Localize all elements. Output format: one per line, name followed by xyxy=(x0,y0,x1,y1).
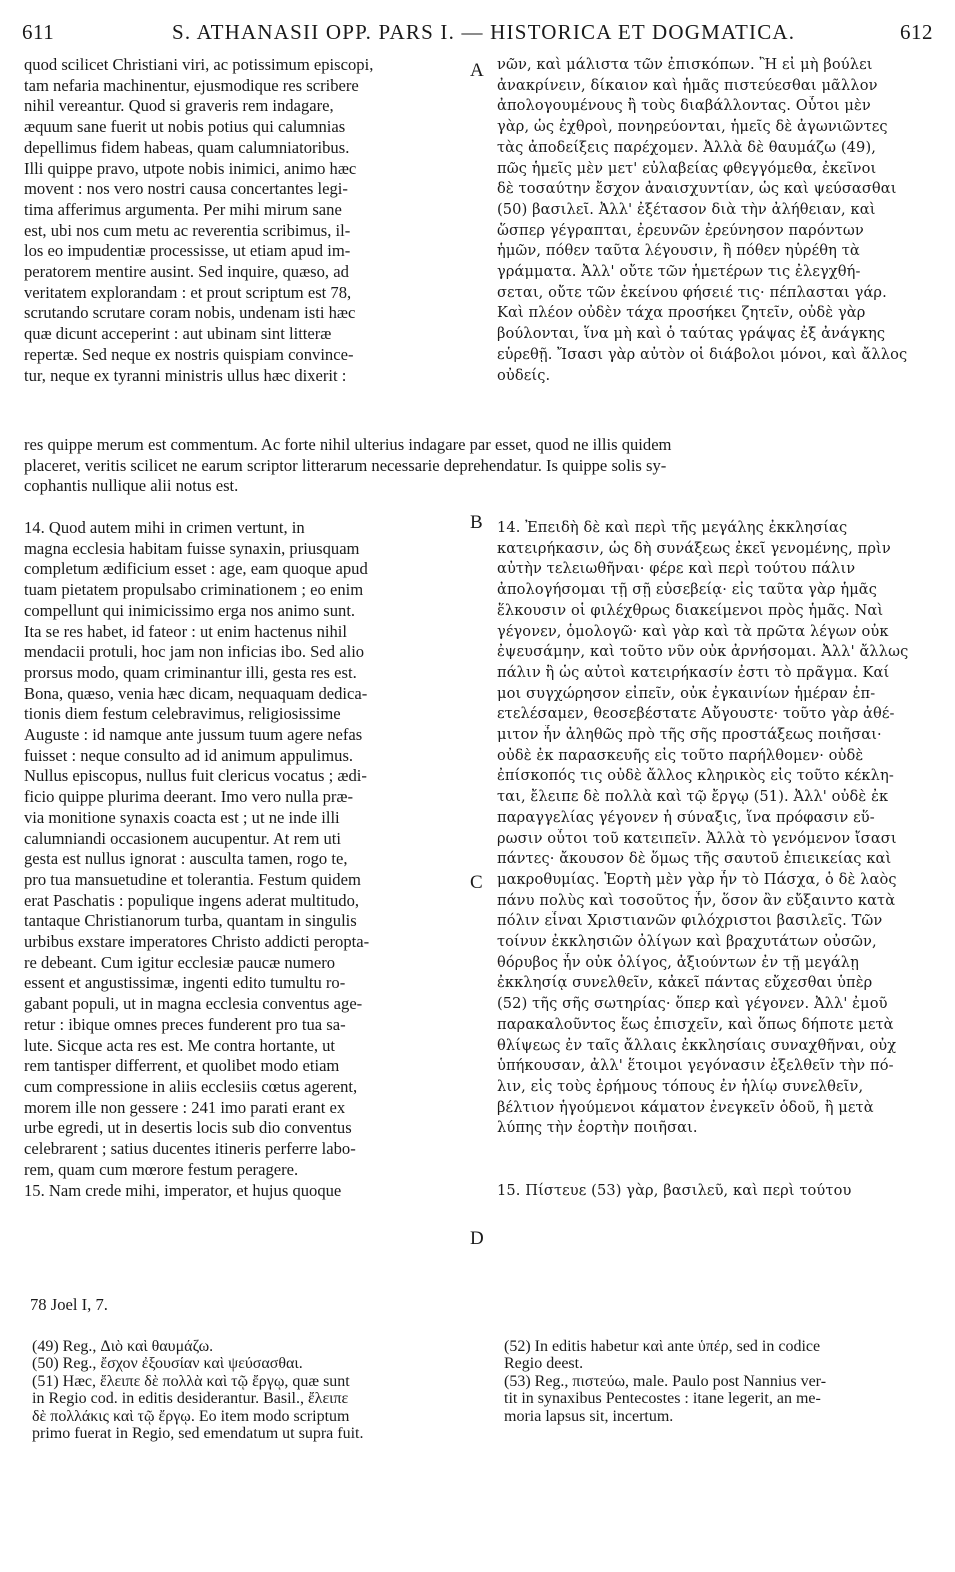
text-line: quæ dicunt acceperint : aut ubinam sint litteræ xyxy=(24,324,332,344)
text-line xyxy=(497,1139,937,1160)
text-line: prorsus modo, quam criminantur illi, gesta res est. xyxy=(24,662,357,682)
text-line: ἐκκλησίᾳ συνελθεῖν, κἀκεῖ πάντας εὔχεσθαι ὑπὲρ xyxy=(497,974,873,992)
text-line: ἡμῶν, πόθεν ταῦτα λέγουσιν, ἢ πόθεν ηὑρέθη τὰ xyxy=(497,242,860,260)
scripture-footnote: 78 Joel I, 7. xyxy=(30,1295,108,1314)
margin-marker-a: A xyxy=(470,60,484,81)
text-line: μακροθυμίας. Ἑορτὴ μὲν γὰρ ἦν τὸ Πάσχα, ὁ δὲ λαὸς xyxy=(497,870,897,888)
text-line: πῶς ἡμεῖς μὲν μετ' εὐλαβείας φθεγγόμεθα, ἐκεῖνοι xyxy=(497,159,877,177)
text-line: depellimus fidem habeas, quam calumniatoribus. xyxy=(24,137,350,157)
text-line: λιν, εἰς τοὺς ἐρήμους τόπους ἐν ἡλίῳ συνελθεῖν, xyxy=(497,1077,864,1095)
text-line: ἀπολογουμένους ἢ τοὺς διαβάλλοντας. Οὗτοι μὲν xyxy=(497,97,871,115)
text-line: κατειρήκασιν, ὡς δὴ συνάξεως ἐκεῖ γενομένης, πρὶν xyxy=(497,539,891,557)
margin-marker-c: C xyxy=(470,872,483,893)
text-line: quod scilicet Christiani viri, ac potissimum episcopi, xyxy=(24,55,374,74)
text-line: veritatem explorandam : et prout scriptum est 78, xyxy=(24,282,352,302)
text-line: γέγονεν, ὁμολογῶ· καὶ γὰρ καὶ τὰ πρῶτα λέγων οὐκ xyxy=(497,622,889,640)
text-line: οὐδὲ ἐκ παρασκευῆς εἰς τοῦτο παρήλθομεν· οὐδὲ xyxy=(497,746,864,764)
text-line: movent : nos vero nostri causa concertantes legi- xyxy=(24,179,348,199)
text-line: βέλτιον ἡγούμενοι κάματον ἐνεγκεῖν ὁδοῦ, ἢ μετὰ xyxy=(497,1098,874,1116)
note-line: (49) Reg., Διὸ καὶ θαυμάζω. xyxy=(32,1338,214,1355)
text-line: via monitione synaxis coacta est ; ut ne inde illi xyxy=(24,807,340,827)
text-line: Illi quippe pravo, utpote nobis inimici, animo hæc xyxy=(24,158,357,178)
text-line: calumniandi occasionem aucupentur. At rem uti xyxy=(24,828,342,848)
text-line: ται, ἔλειπε δὲ πολλὰ καὶ τῷ ἔργῳ (51). Ἀλλ' οὐδὲ ἐκ xyxy=(497,788,889,806)
text-line: fuisset : neque consulto ad id animum appulimus. xyxy=(24,745,354,765)
text-line: peratorem mentire ausint. Sed inquire, quæso, ad xyxy=(24,262,349,282)
text-line: πόλιν εἶναι Χριστιανῶν φιλόχριστοι βασιλεῖς. Τῶν xyxy=(497,912,883,930)
text-line: (50) βασιλεῖ. Ἀλλ' ἐξέτασον διὰ τὴν ἀλήθειαν, καὶ xyxy=(497,200,876,218)
text-line: 14. Ἐπειδὴ δὲ καὶ περὶ τῆς μεγάλης ἐκκλησίας xyxy=(497,519,848,536)
text-line: retur : ibique omnes preces funderent pro tua sa- xyxy=(24,1014,346,1034)
latin-column-upper xyxy=(24,55,464,386)
text-line: λύπης τὴν ἑορτὴν ποιῆσαι. xyxy=(497,1119,698,1137)
note-line: Regio deest. xyxy=(504,1355,584,1373)
text-line: ἀπολογήσομαι τῇ σῇ εὐσεβείᾳ· εἰς ταῦτα γὰρ ἡμᾶς xyxy=(497,581,878,599)
text-line: Nullus episcopus, nullus fuit clericus vocatus ; ædi- xyxy=(24,766,367,786)
text-line: μιτον ἦν ἀληθῶς πρὸ τῆς σῆς προστάξεως ποιῆσαι· xyxy=(497,726,882,744)
text-line xyxy=(497,1160,937,1181)
text-line: re debeant. Cum igitur ecclesiæ paucæ numero xyxy=(24,952,336,972)
text-line: rem, quam cum mœrore festum peragere. xyxy=(24,1159,299,1179)
text-line: pro tua mansuetudine et tolerantia. Festum quidem xyxy=(24,869,361,889)
full-width-text xyxy=(24,435,934,497)
text-line: γράμματα. Ἀλλ' οὔτε τῶν ἡμετέρων τις ἐλεγχθή- xyxy=(497,263,861,281)
text-line: πάνυ πολὺς καὶ τοσοῦτος ἦν, ὅσον ἂν εὔξαιντο κατὰ xyxy=(497,891,896,909)
text-line: tuam pietatem propulsabo criminationem ; eo enim xyxy=(24,580,364,600)
text-line: Auguste : id namque ante jussum tuum agere nefas xyxy=(24,725,363,745)
text-line: placeret, veritis scilicet ne earum scriptor litterarum necessarie deprehendatur. Is quippe solis sy- xyxy=(24,455,667,475)
text-line: πάντες· ἄκουσον δὲ ὅμως τῆς σαυτοῦ ἐπιεικείας καὶ xyxy=(497,850,892,868)
text-line: gesta est nullus ignorat : ausculta tamen, rogo te, xyxy=(24,849,348,869)
text-line: erat Paschatis : populique ingens aderat multitudo, xyxy=(24,890,360,910)
text-line: ficio quippe plurima deerant. Imo vero nulla præ- xyxy=(24,787,354,807)
page-number-right: 612 xyxy=(900,20,933,44)
note-line: (53) Reg., πιστεύω, male. Paulo post Nannius ver- xyxy=(504,1372,827,1390)
text-line: tima afferimus argumenta. Per mihi mirum sane xyxy=(24,199,342,219)
latin-column-lower xyxy=(24,518,464,1201)
text-line: παραγγελίας γέγονεν ἡ σύναξις, ἵνα πρόφασιν εὕ- xyxy=(497,808,875,826)
margin-marker-b: B xyxy=(470,512,483,533)
text-line: repertæ. Sed neque ex nostris quispiam convince- xyxy=(24,344,354,364)
text-line: οὐδείς. xyxy=(497,366,551,384)
notes-right-column xyxy=(504,1338,934,1425)
notes-left-column xyxy=(32,1338,462,1442)
text-line: nihil vereantur. Quod si graveris rem indagare, xyxy=(24,96,334,116)
text-line: 15. Nam crede mihi, imperator, et hujus quoque xyxy=(24,1180,342,1200)
text-line: tionis diem festum celebravimus, religiosissime xyxy=(24,704,341,724)
text-line: essent et angustissimæ, ingenti edito tumultu ro- xyxy=(24,973,346,993)
text-line: ετελέσαμεν, θεοσεβέστατε Αὔγουστε· τοῦτο γὰρ ἀθέ- xyxy=(497,705,895,723)
text-line: (52) τῆς σῆς σωτηρίας· ὅπερ καὶ γέγονεν. Ἀλλ' ἐμοῦ xyxy=(497,995,888,1013)
page-number-left: 611 xyxy=(22,20,55,44)
text-line: los eo impudentiæ processisse, ut etiam apud im- xyxy=(24,241,351,261)
note-line: (51) Hæc, ἔλειπε δὲ πολλὰ καὶ τῷ ἔργῳ, quæ sunt xyxy=(32,1372,350,1390)
note-line: moria lapsus sit, incertum. xyxy=(504,1407,674,1425)
text-line: æquum sane fuerit ut nobis potius qui calumnias xyxy=(24,117,346,137)
text-line: τοίνυν ἐκκλησιῶν ὀλίγων καὶ βραχυτάτων οὐσῶν, xyxy=(497,933,877,951)
text-line: Bona, quæso, venia hæc dicam, nequaquam dedica- xyxy=(24,683,368,703)
text-line: magna ecclesia habitam fuisse synaxin, priusquam xyxy=(24,538,360,558)
note-line: primo fuerat in Regio, sed emendatum ut supra fuit. xyxy=(32,1425,364,1443)
text-line: morem ille non gessere : 241 imo parati erant ex xyxy=(24,1097,346,1117)
text-line: βούλονται, ἵνα μὴ καὶ ὁ ταύτας γράψας ἐξ ἀνάγκης xyxy=(497,325,886,343)
note-line: (52) In editis habetur καὶ ante ὑπέρ, sed in codice xyxy=(504,1338,821,1355)
text-line: scrutando scrutare coram nobis, undenam isti hæc xyxy=(24,303,356,323)
greek-column-lower xyxy=(497,518,937,1201)
text-line: res quippe merum est commentum. Ac forte nihil ulterius indagare par esset, quod ne illis quidem xyxy=(24,435,672,454)
text-line: ἐπίσκοπός τις οὐδὲ ἄλλος κληρικὸς εἰς τοῦτο κέκλη- xyxy=(497,767,894,785)
text-line: ἕλκουσιν οἱ φιλέχθρως διακείμενοι πρὸς ἡμᾶς. Ναὶ xyxy=(497,601,884,619)
note-line: in Regio cod. in editis desiderantur. Basil., ἔλειπε xyxy=(32,1390,349,1408)
text-line: εὑρεθῇ. Ἴσασι γὰρ αὐτὸν οἱ διάβολοι μόνοι, καὶ ἄλλος xyxy=(497,345,908,363)
greek-column-upper xyxy=(497,55,937,386)
text-line: lute. Sicque acta res est. Me contra hortante, ut xyxy=(24,1035,336,1055)
text-line: rem tantisper differrent, et quolibet modo etiam xyxy=(24,1056,340,1076)
text-line: est, ubi nos cum metu ac reverentia scribimus, il- xyxy=(24,220,351,240)
running-title: S. ATHANASII OPP. PARS I. — HISTORICA ET DOGMATICA. xyxy=(172,20,796,44)
text-line: νῶν, καὶ μάλιστα τῶν ἐπισκόπων. Ἢ εἰ μὴ βούλει xyxy=(497,56,873,73)
text-line: tantaque Christianorum turba, quantam in singulis xyxy=(24,911,357,931)
text-line: θλίψεως ἐν ταῖς ἄλλαις ἐκκλησίαις συναχθῆναι, οὐχ xyxy=(497,1036,897,1054)
note-line: δὲ πολλάκις καὶ τῷ ἔργῳ. Eo item modo scriptum xyxy=(32,1407,350,1425)
text-line: γὰρ, ὡς ἐχθροὶ, πονηρεύονται, ἡμεῖς δὲ ἀγωνιῶντες xyxy=(497,118,888,136)
text-line: ἐψευσάμην, καὶ τοῦτο νῦν οὐκ ἀρνήσομαι. Ἀλλ' ἄλλως xyxy=(497,643,909,661)
text-line: 14. Quod autem mihi in crimen vertunt, in xyxy=(24,518,305,537)
text-line: Ita se res habet, id fateor : ut enim hactenus nihil xyxy=(24,621,348,641)
text-line: mendacii protuli, hoc jam non inficias ibo. Sed alio xyxy=(24,642,365,662)
text-line: μοι συγχώρησον εἰπεῖν, οὐκ ἐγκαινίων ἡμέραν ἐπ- xyxy=(497,684,876,702)
text-line: δὲ τοσαύτην ἔσχον ἀναισχυντίαν, ὡς καὶ ψεύσασθαι xyxy=(497,180,897,198)
text-line: σεται, οὔτε τῶν ἐκείνου φήσειέ τις· πέπλασται γάρ. xyxy=(497,283,887,301)
text-line: θόρυβος ἦν οὐκ ὀλίγος, ἀξιούντων ἐν τῇ μεγάλῃ xyxy=(497,953,859,971)
text-line: cum compressione in aliis ecclesiis cœtus agerent, xyxy=(24,1076,358,1096)
text-line: ὑπήκουσαν, ἀλλ' ἕτοιμοι γεγόνασιν ἐξελθεῖν τὴν πό- xyxy=(497,1057,894,1075)
text-line: τὰς ἀποδείξεις παρέχομεν. Ἀλλὰ δὲ θαυμάζω (49), xyxy=(497,138,876,156)
text-line: πάλιν ἢ ὡς αὐτοὶ κατειρήκασίν ἐστι τὸ πρᾶγμα. Καί xyxy=(497,663,890,681)
text-line: urbe egredi, ut in desertis locis sub dio conventus xyxy=(24,1118,352,1138)
text-line: completum ædificium esset : age, eam quoque apud xyxy=(24,559,368,579)
text-line: ρωσιν οὗτοι τοῦ κατειπεῖν. Ἀλλὰ τὸ γενόμενον ἴσασι xyxy=(497,829,897,847)
text-line: cophantis nullique alii notus est. xyxy=(24,476,239,496)
text-line: celebrarent ; satius ducentes itineris perferre labo- xyxy=(24,1139,356,1159)
text-line: compellunt qui inimicissimo erga nos animo sunt. xyxy=(24,600,356,620)
text-line: 15. Πίστευε (53) γὰρ, βασιλεῦ, καὶ περὶ τούτου xyxy=(497,1181,852,1199)
text-line: gabant populi, ut in magna ecclesia conventus age- xyxy=(24,994,363,1014)
margin-marker-d: D xyxy=(470,1228,484,1249)
text-line: παρακαλοῦντος ἕως ἐπισχεῖν, καὶ ὅπως δήποτε μετὰ xyxy=(497,1015,894,1033)
note-line: tit in synaxibus Pentecostes : itane legerit, an me- xyxy=(504,1390,821,1408)
text-line: urbibus exstare imperatores Christo addicti peropta- xyxy=(24,932,370,952)
text-line: αὐτὴν τελειωθῆναι· φέρε καὶ περὶ τούτου πάλιν xyxy=(497,560,856,578)
text-line: ὥσπερ γέγραπται, ἐρευνῶν ἐρεύνησον παρόντων xyxy=(497,221,864,239)
text-line: tur, neque ex tyranni ministris ullus hæc dixerit : xyxy=(24,365,347,385)
text-line: tam nefaria machinentur, ejusmodique res scribere xyxy=(24,75,359,95)
text-line: ἀνακρίνειν, δίκαιον καὶ ἡμᾶς πιστεύεσθαι μᾶλλον xyxy=(497,76,878,94)
note-line: (50) Reg., ἔσχον ἐξουσίαν καὶ ψεύσασθαι. xyxy=(32,1355,303,1373)
text-line: Καὶ πλέον οὐδὲν τάχα προσήκει ζητεῖν, οὐδὲ γὰρ xyxy=(497,304,866,322)
